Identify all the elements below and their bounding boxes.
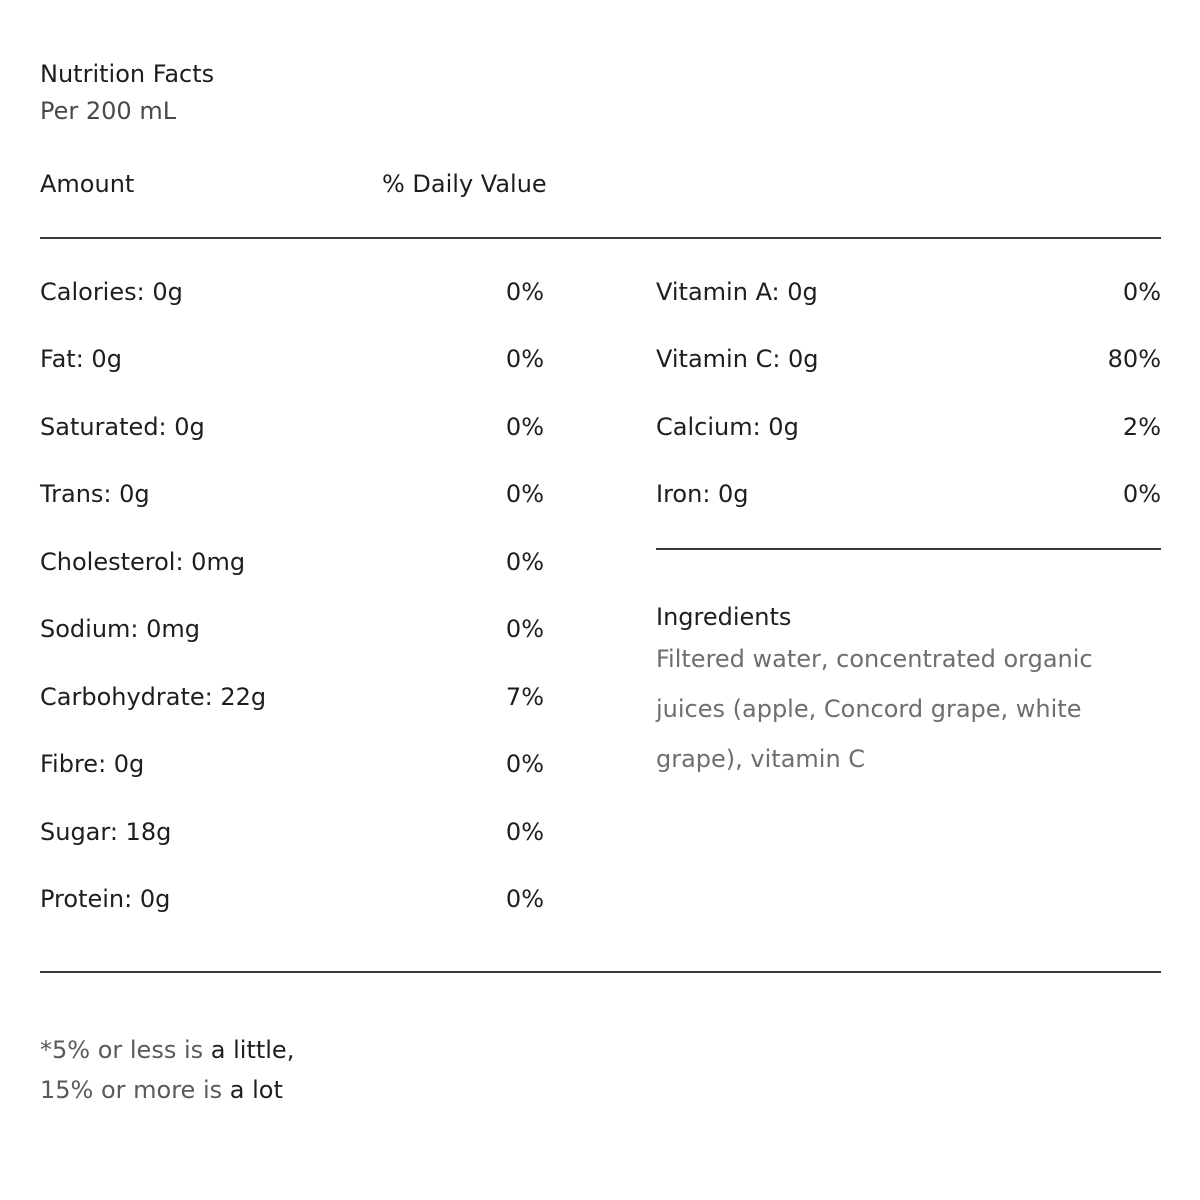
serving-size: Per 200 mL — [40, 97, 177, 125]
nutrient-percent: 7% — [505, 683, 544, 711]
nutrient-label: Protein: 0g — [40, 885, 171, 913]
nutrient-row-trans — [40, 479, 544, 509]
nutrient-label: Vitamin C: 0g — [656, 345, 819, 373]
nutrient-percent: 0% — [505, 750, 544, 778]
nutrient-label: Saturated: 0g — [40, 413, 205, 441]
footnote-emphasis: a lot — [229, 1076, 283, 1104]
nutrient-label: Fibre: 0g — [40, 750, 145, 778]
nutrient-row-carbohydrate — [40, 682, 544, 712]
nutrient-label: Sodium: 0mg — [40, 615, 201, 643]
daily-value-column-header: % Daily Value — [382, 170, 547, 198]
amount-column-header: Amount — [40, 170, 135, 198]
nutrient-row-cholesterol — [40, 547, 544, 577]
nutrient-row-protein — [40, 884, 544, 914]
nutrient-label: Iron: 0g — [656, 480, 749, 508]
nutrient-label: Fat: 0g — [40, 345, 122, 373]
nutrient-row-sodium — [40, 614, 544, 644]
footnote-line-little — [40, 1030, 294, 1070]
right-divider — [656, 548, 1161, 550]
nutrient-row-sugar — [40, 817, 544, 847]
nutrient-percent: 0% — [505, 480, 544, 508]
nutrient-percent: 80% — [1107, 345, 1161, 373]
nutrient-percent: 0% — [505, 345, 544, 373]
nutrient-label: Sugar: 18g — [40, 818, 172, 846]
nutrient-label: Trans: 0g — [40, 480, 150, 508]
nutrient-label: Vitamin A: 0g — [656, 278, 818, 306]
nutrient-label: Calcium: 0g — [656, 413, 799, 441]
top-divider — [40, 237, 1161, 239]
ingredients-text: Filtered water, concentrated organic juices (apple, Concord grape, white grape), vitamin C — [656, 645, 1093, 773]
footnote-text: *5% or less is — [40, 1036, 211, 1064]
footnote-emphasis: a little, — [210, 1036, 295, 1064]
nutrient-percent: 0% — [1122, 278, 1161, 306]
nutrient-row-calories — [40, 277, 544, 307]
nutrition-facts-title: Nutrition Facts — [40, 60, 215, 88]
footnote-line-lot — [40, 1070, 294, 1110]
nutrient-percent: 0% — [505, 278, 544, 306]
nutrient-label: Calories: 0g — [40, 278, 183, 306]
nutrient-row-vitamin-a — [656, 277, 1161, 307]
nutrient-label: Carbohydrate: 22g — [40, 683, 267, 711]
nutrient-percent: 0% — [1122, 480, 1161, 508]
nutrient-percent: 2% — [1122, 413, 1161, 441]
nutrient-percent: 0% — [505, 885, 544, 913]
nutrient-row-iron — [656, 479, 1161, 509]
nutrient-row-saturated — [40, 412, 544, 442]
ingredients-title: Ingredients — [656, 603, 792, 631]
daily-value-footnote — [40, 1030, 294, 1110]
nutrient-percent: 0% — [505, 615, 544, 643]
nutrient-percent: 0% — [505, 548, 544, 576]
footnote-text: 15% or more is — [40, 1076, 230, 1104]
nutrient-row-calcium — [656, 412, 1161, 442]
bottom-divider — [40, 971, 1161, 973]
nutrient-row-vitamin-c — [656, 344, 1161, 374]
nutrient-label: Cholesterol: 0mg — [40, 548, 246, 576]
nutrient-row-fibre — [40, 749, 544, 779]
nutrient-percent: 0% — [505, 818, 544, 846]
nutrient-row-fat — [40, 344, 544, 374]
nutrient-percent: 0% — [505, 413, 544, 441]
